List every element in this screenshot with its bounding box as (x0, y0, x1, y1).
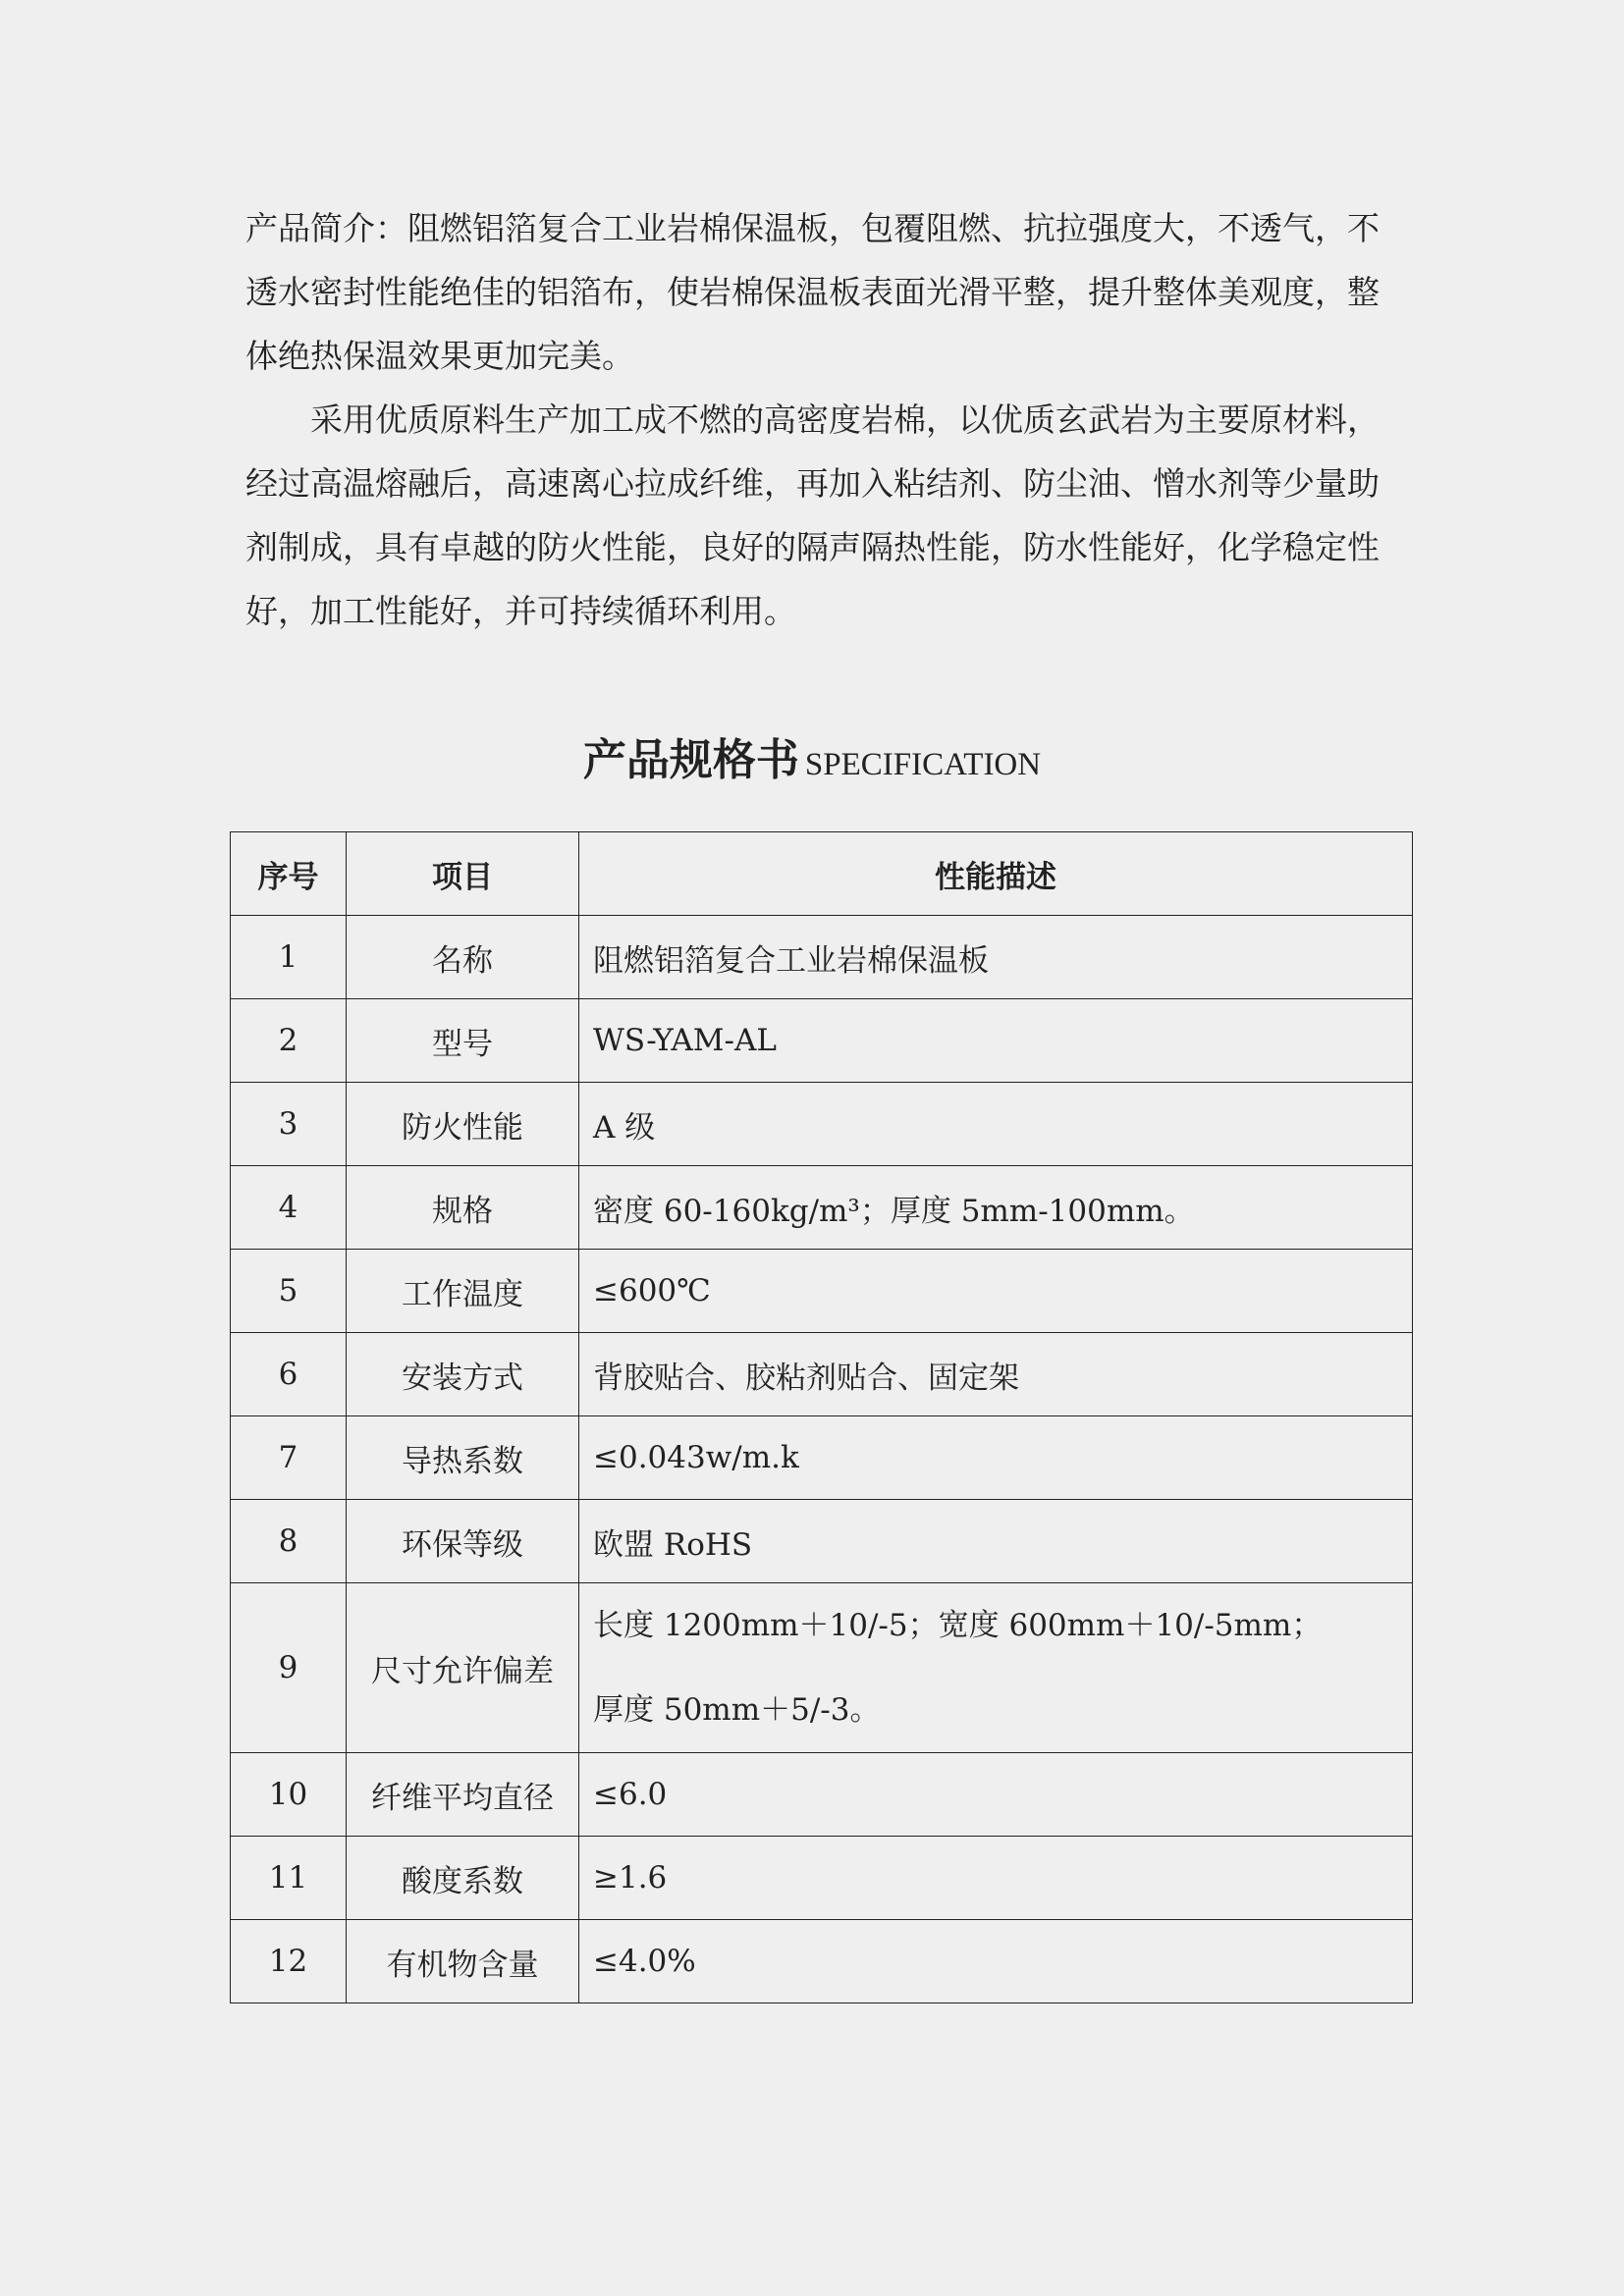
row-item: 有机物含量 (347, 1920, 579, 2003)
row-item: 防火性能 (347, 1083, 579, 1166)
row-item: 规格 (347, 1166, 579, 1250)
table-row (231, 916, 1413, 999)
row-item: 尺寸允许偏差 (347, 1583, 579, 1753)
row-desc (579, 1583, 1413, 1753)
table-row (231, 1083, 1413, 1166)
table-row (231, 1753, 1413, 1837)
row-item: 型号 (347, 999, 579, 1083)
table-row (231, 1333, 1413, 1416)
header-num: 序号 (231, 832, 347, 916)
table-row (231, 1583, 1413, 1753)
row-desc: A 级 (579, 1083, 1413, 1166)
table-row (231, 1920, 1413, 2003)
row-item: 酸度系数 (347, 1837, 579, 1920)
row-desc: 背胶贴合、胶粘剂贴合、固定架 (579, 1333, 1413, 1416)
row-desc: 阻燃铝箔复合工业岩棉保温板 (579, 916, 1413, 999)
intro-paragraph-2: 采用优质原料生产加工成不燃的高密度岩棉，以优质玄武岩为主要原材料，经过高温熔融后，高速离心拉成纤维，再加入粘结剂、防尘油、憎水剂等少量助剂制成，具有卓越的防火性能，良好的隔声隔热性能，防水性能好，化学稳定性好，加工性能好，并可持续循环利用。 (245, 400, 1380, 630)
row-item: 名称 (347, 916, 579, 999)
table-row (231, 999, 1413, 1083)
row-item: 环保等级 (347, 1500, 579, 1583)
table-row (231, 1416, 1413, 1500)
row-num: 11 (231, 1837, 347, 1920)
table-header-row (231, 832, 1413, 916)
header-desc: 性能描述 (579, 832, 1413, 916)
spec-title (0, 724, 1624, 787)
row-num: 5 (231, 1250, 347, 1333)
row-desc: WS-YAM-AL (579, 999, 1413, 1083)
row-desc-line-1: 长度 1200mm＋10/-5；宽度 600mm＋10/-5mm； (593, 1608, 1323, 1643)
row-desc: ≤6.0 (579, 1753, 1413, 1837)
row-desc: 欧盟 RoHS (579, 1500, 1413, 1583)
row-item: 安装方式 (347, 1333, 579, 1416)
row-desc: ≤0.043w/m.k (579, 1416, 1413, 1500)
table-row (231, 1500, 1413, 1583)
row-item: 导热系数 (347, 1416, 579, 1500)
row-num: 9 (231, 1583, 347, 1753)
row-num: 2 (231, 999, 347, 1083)
table-row (231, 1250, 1413, 1333)
row-num: 6 (231, 1333, 347, 1416)
row-num: 1 (231, 916, 347, 999)
table-row (231, 1837, 1413, 1920)
table-row (231, 1166, 1413, 1250)
spec-title-en: SPECIFICATION (804, 747, 1042, 782)
row-desc: ≥1.6 (579, 1837, 1413, 1920)
row-item: 纤维平均直径 (347, 1753, 579, 1837)
row-desc: ≤600℃ (579, 1250, 1413, 1333)
row-num: 8 (231, 1500, 347, 1583)
intro-paragraph-1: 产品简介：阻燃铝箔复合工业岩棉保温板，包覆阻燃、抗拉强度大，不透气，不透水密封性能绝佳的铝箔布，使岩棉保温板表面光滑平整，提升整体美观度，整体绝热保温效果更加完美。 (245, 209, 1380, 375)
row-desc-line-2: 厚度 50mm＋5/-3。 (593, 1692, 881, 1728)
spec-title-cn: 产品规格书 (582, 735, 799, 785)
row-num: 3 (231, 1083, 347, 1166)
header-item: 项目 (347, 832, 579, 916)
row-desc: ≤4.0% (579, 1920, 1413, 2003)
spec-table (230, 831, 1413, 2003)
row-item: 工作温度 (347, 1250, 579, 1333)
product-intro (245, 196, 1380, 643)
row-num: 7 (231, 1416, 347, 1500)
row-num: 10 (231, 1753, 347, 1837)
row-num: 4 (231, 1166, 347, 1250)
row-num: 12 (231, 1920, 347, 2003)
row-desc: 密度 60-160kg/m³；厚度 5mm-100mm。 (579, 1166, 1413, 1250)
